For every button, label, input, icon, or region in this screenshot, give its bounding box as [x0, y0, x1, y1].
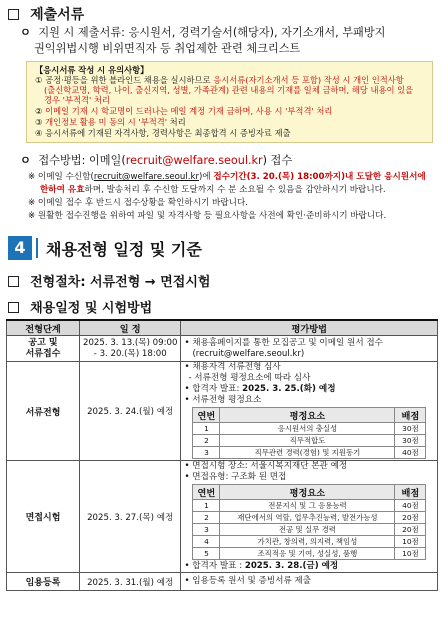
note-item-4: ④ 응시서류에 기재된 자격사항, 경력사항은 최종합격 시 증빙자료 제출 — [35, 128, 291, 138]
checkbox-square-icon — [8, 276, 19, 287]
stage-cell: 임용등록 — [7, 573, 80, 591]
remark-email-link[interactable]: recruit@welfare.seoul.kr — [93, 172, 199, 182]
date-cell: 2025. 3. 24.(월) 예정 — [80, 362, 181, 461]
table-row: 2 재단에서의 역할, 업무추진능력, 발전가능성 20점 — [193, 512, 426, 524]
checkbox-square-icon — [8, 302, 19, 313]
document-screening-criteria-table: 연번 평정요소 배점 1 응시원서의 충실성 30점 2 직무적합도 30점 3 직무관련 경력(경험) 및 지원동기 40점 — [192, 407, 426, 459]
sub-header-schedule: 채용일정 및 시험방법 — [8, 297, 152, 316]
table-row: 5 조직적응 및 기여, 성실성, 품행 10점 — [193, 548, 426, 560]
bullet-submission-docs: ㅇ 지원 시 제출서류: 응시원서, 경력기술서(해당자), 자기소개서, 부패방지 — [20, 26, 386, 39]
section4-title: 채용전형 일정 및 기준 — [46, 240, 202, 259]
header-method: 평가방법 — [181, 320, 438, 336]
note-item-1: ① 공정·평등을 위한 블라인드 채용을 실시하므로 응시서류(자기소개서 등 포함) 작성 시 개인 인적사항 — [35, 75, 404, 85]
table-row: 1 전문지식 및 그 응용능력 40점 — [193, 500, 426, 512]
note-item-2: ② 이메일 기재 시 학교명이 드러나는 메일 계정 기재 금하며, 사용 시 '부적격' 처리 — [35, 106, 333, 116]
section-number-badge: 4 — [8, 236, 32, 260]
table-row — [7, 362, 438, 461]
table-row — [7, 461, 438, 573]
circle-bullet-icon: ㅇ — [20, 154, 31, 167]
submission-method: ㅇ 접수방법: 이메일(recruit@welfare.seoul.kr) 접수 — [20, 154, 293, 167]
method-cell: • 임용등록 원서 및 증빙서류 제출 — [181, 573, 438, 591]
table-header-row — [7, 320, 438, 336]
caution-note-box — [26, 61, 433, 143]
date-cell: 2025. 3. 27.(목) 예정 — [80, 461, 181, 573]
remark-1-cont: 한하여 유효하며, 발송처리 후 수신함 도달까지 수 분 소요될 수 있음을 감안하시기 바랍니다. — [40, 185, 386, 195]
bullet-submission-docs-cont: 권익위법시행 비위면직자 등 취업제한 관련 체크리스트 — [34, 42, 301, 55]
stage-cell: 서류전형 — [7, 362, 80, 461]
header-stage: 전형단계 — [7, 320, 80, 336]
remark-3: ※ 원활한 접수진행을 위하여 파일 및 자격사항 등 필요사항을 사전에 확인·준비하시기 바랍니다. — [28, 211, 387, 221]
header-date: 일 정 — [80, 320, 181, 336]
table-row — [7, 336, 438, 362]
date-cell: 2025. 3. 31.(월) 예정 — [80, 573, 181, 591]
stage-cell: 면접시험 — [7, 461, 80, 573]
remark-1: ※ 이메일 수신함(recruit@welfare.seoul.kr)에 접수기간(3. 20.(목) 18:00까지)내 도달한 응시원서에 — [28, 172, 426, 182]
table-row: 1 응시원서의 충실성 30점 — [193, 423, 426, 435]
method-cell: • 채용자격 서류전형 심사 - 서류전형 평정요소에 따라 심사 • 합격자 발표: 2025. 3. 25.(화) 예정 • 서류전형 평정요소 연번 평정요소 배점 1 응시원서의 충실성 30점 2 직무적합도 30점 3 직무관련 경력(경험) 및 지원동기 40점 — [181, 362, 438, 461]
table-row: 2 직무적합도 30점 — [193, 435, 426, 447]
note-item-1-cont: (출신학교명, 학력, 나이, 출신지역, 성별, 가족관계) 관련 내용의 기재를 일체 금하며, 해당 내용이 있을 — [44, 85, 414, 95]
schedule-table — [6, 319, 438, 591]
method-cell: • 채용홈페이지를 통한 모집공고 및 이메일 원서 접수 (recruit@welfare.seoul.kr) — [181, 336, 438, 362]
table-row — [7, 573, 438, 591]
remark-2: ※ 이메일 접수 후 반드시 접수상황을 확인하시기 바랍니다. — [28, 198, 248, 208]
note-item-1-cont2: 경우 '부적격' 처리 — [44, 95, 110, 105]
section-header-documents — [8, 4, 84, 24]
checkbox-square-icon — [8, 9, 19, 20]
section-divider-bar — [36, 238, 38, 258]
table-row: 3 전공 및 실무 경력 20점 — [193, 524, 426, 536]
interview-criteria-table: 연번 평정요소 배점 1 전문지식 및 그 응용능력 40점 2 재단에서의 역할, 업무추진능력, 발전가능성 20점 3 전공 및 실무 경력 20점 4 가치관, 창의력, 의지력, 책임성 10점 5 조직적응 및 기여, 성실성, 품행 10점 — [192, 484, 426, 560]
method-email-link[interactable]: recruit@welfare.seoul.kr — [125, 154, 263, 167]
date-cell: 2025. 3. 13.(목) 09:00 - 3. 20.(목) 18:00 — [80, 336, 181, 362]
table-row: 4 가치관, 창의력, 의지력, 책임성 10점 — [193, 536, 426, 548]
circle-bullet-icon: ㅇ — [20, 26, 31, 39]
stage-cell: 공고 및 서류접수 — [7, 336, 80, 362]
method-cell: • 면접시험 장소: 서울시복지재단 본관 예정 • 면접유형: 구조화 된 면접 연번 평정요소 배점 1 전문지식 및 그 응용능력 40점 2 재단에서의 역할, 업무추진능력, 발전가능성 20점 3 전공 및 실무 경력 20점 4 가치관, 창의력, 의지력, 책임성 10점 5 조직적응 및 기여, 성실성, 품행 10점 • 합격자 발표 : 2025. 3. 28.(금) 예정 — [181, 461, 438, 573]
sub-header-procedure: 전형절차: 서류전형 → 면접시험 — [8, 271, 210, 290]
table-row: 3 직무관련 경력(경험) 및 지원동기 40점 — [193, 447, 426, 459]
section-title: 제출서류 — [30, 7, 85, 23]
note-item-3: ③ 개인정보 활용 미 동의 시 '부적격' 처리 — [35, 117, 186, 127]
note-title: 【응시서류 작성 시 유의사항】 — [35, 65, 149, 75]
